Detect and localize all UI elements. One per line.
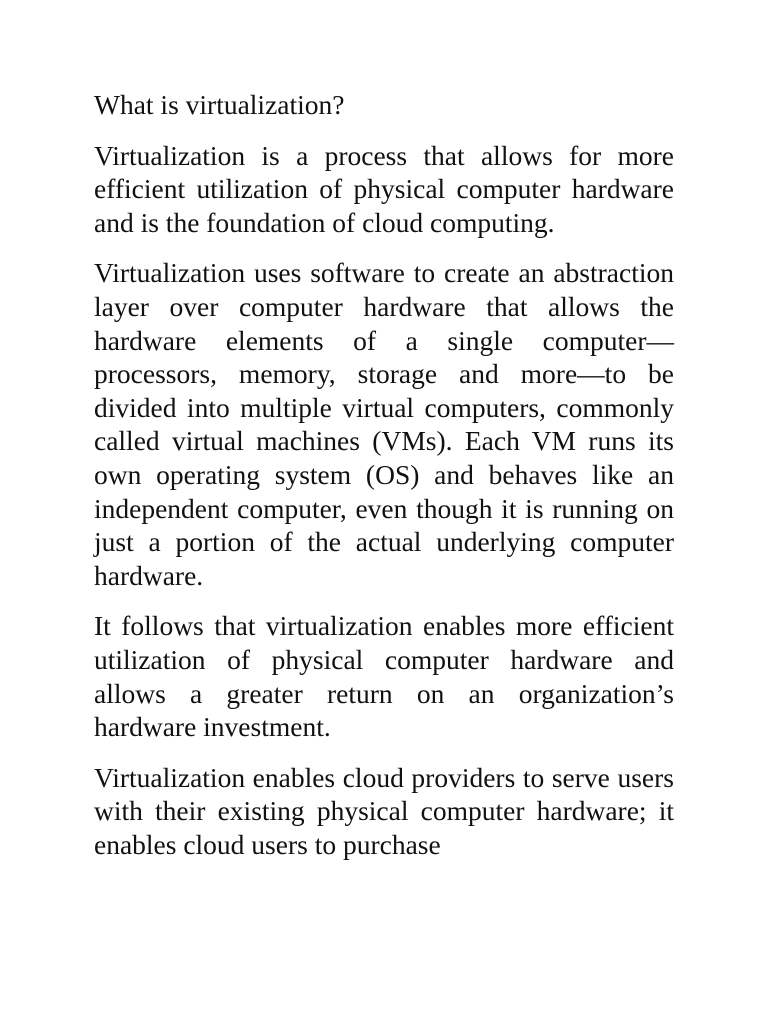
paragraph-abstraction-layer: Virtualization uses software to create an abstraction layer over computer hardware that allows the hardware elements of a single computer—processors, memory, storage and more—to be divided into multiple virtual computers, commonly called virtual machines (VMs). Each VM runs its own operating system (OS) and behaves like an independent computer, even though it is running on just a portion of the actual underlying computer hardware. <box>94 257 674 591</box>
page-title: What is virtualization? <box>94 89 345 120</box>
paragraph-cloud-providers: Virtualization enables cloud providers to serve users with their existing physical computer hardware; it enables cloud users to purchase <box>94 761 674 860</box>
document-body <box>94 88 674 878</box>
paragraph-efficiency: It follows that virtualization enables more efficient utilization of physical computer hardware and allows a greater return on an organization’s hardware investment. <box>94 610 674 743</box>
paragraph-definition: Virtualization is a process that allows for more efficient utilization of physical computer hardware and is the foundation of cloud computing. <box>94 139 674 238</box>
